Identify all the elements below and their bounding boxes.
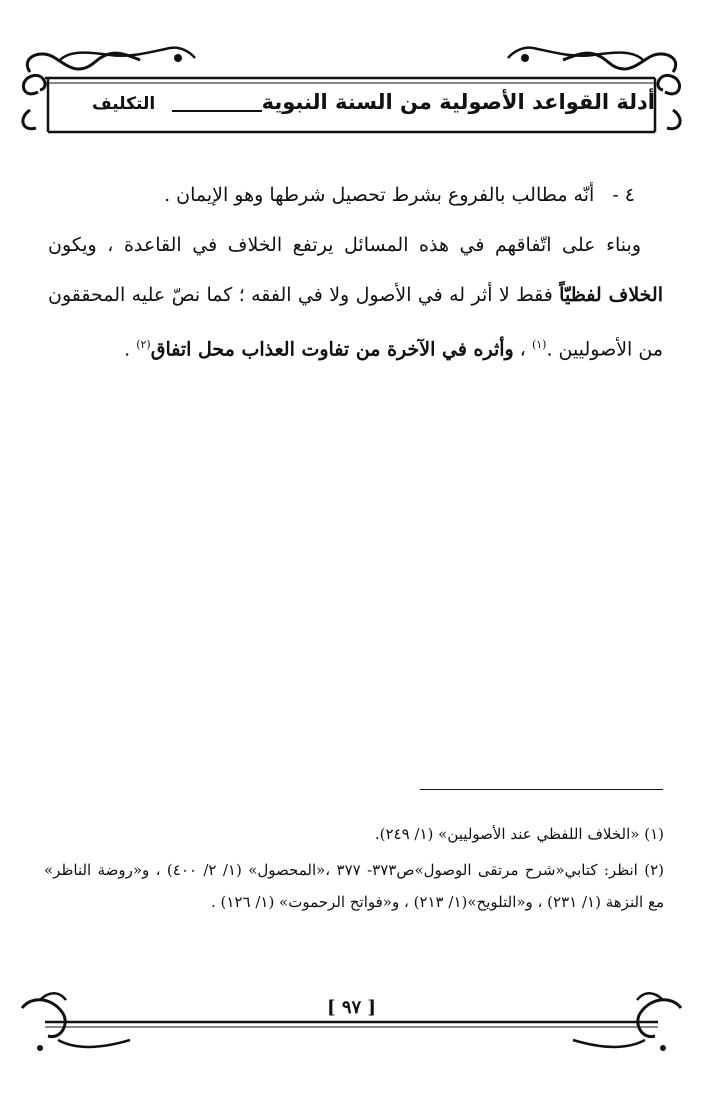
main-text [48, 170, 663, 374]
list-item-number: ٤ - [612, 184, 635, 206]
list-item-text: أنّه مطالب بالفروع بشرط تحصيل شرطها وهو الإيمان . [164, 184, 595, 206]
running-header-section: التكليف [92, 94, 156, 114]
main-paragraph [48, 220, 663, 374]
footnote-separator [420, 789, 663, 790]
footnote-2: (٢) انظر: كتابي«شرح مرتقى الوصول»ص٣٧٣- ٣٧٧ ،«المحصول» (١/ ٢/ ٤٠٠) ، و«روضة الناظر» مع النزهة (١/ ٢٣١) ، و«التلويح»(١/ ٢١٣) ، و«فواتح الرحموت» (١/ ١٢٦) . [44, 861, 665, 911]
paragraph-bold-2: وأثره في الآخرة من تفاوت العذاب محل اتفاق [150, 338, 514, 361]
header-separator-dash [172, 110, 262, 112]
paragraph-end: . [124, 338, 137, 361]
footnotes [44, 818, 664, 922]
footnote-1: (١) «الخلاف اللفظي عند الأصوليين» (١/ ٢٤٩). [374, 825, 664, 843]
paragraph-text-1: وبناء على اتّفاقهم في هذه المسائل يرتفع الخلاف في القاعدة ، ويكون [48, 234, 641, 256]
paragraph-text-3: ، [513, 338, 532, 361]
running-header-title: أدلة القواعد الأصولية من السنة النبوية [261, 90, 655, 114]
paragraph-bold-1: الخلاف لفظيّاً [559, 284, 663, 306]
footnote-ref-1[interactable]: (١) [531, 338, 547, 351]
list-item-4 [48, 170, 663, 220]
paragraph-text-2: فقط لا أثر له في الأصول ولا في الفقه ؛ كما نصّ عليه المحققون من الأصوليين . [48, 284, 663, 361]
page-number: [ ٩٧ ] [327, 997, 376, 1018]
footnote-ref-2[interactable]: (٢) [136, 338, 151, 351]
